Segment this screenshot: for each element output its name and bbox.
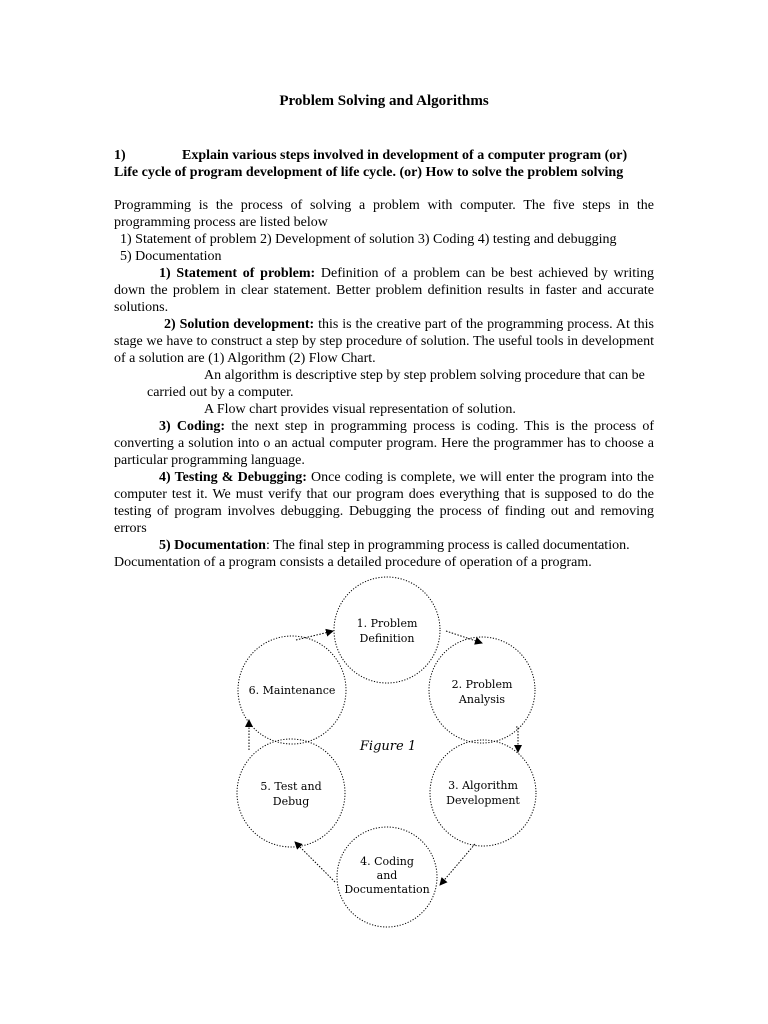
section-heading: 5) Documentation bbox=[159, 538, 266, 553]
arrow-algorithm-to-coding bbox=[440, 844, 475, 885]
sub-point-text: An algorithm is descriptive step by step problem solving procedure that can be carried out by a computer. bbox=[147, 368, 645, 400]
node-label-line: Debug bbox=[272, 795, 310, 808]
node-label-line: Definition bbox=[359, 632, 415, 645]
cycle-node-problem-definition bbox=[334, 577, 440, 683]
section-heading: 2) Solution development: bbox=[164, 317, 315, 332]
section-text: the next step in programming process is coding. This is the process of converting a solution into o an actual computer program. Here the programmer has to choose a particular programming language. bbox=[114, 419, 654, 468]
section-heading: 3) Coding: bbox=[159, 419, 226, 434]
node-label-line: Documentation bbox=[344, 883, 430, 896]
node-label-line: 2. Problem bbox=[451, 678, 513, 691]
section-text: Once coding is complete, we will enter the program into the computer test it. We must verify that our program does everything that is supposed to do the testing of program involves debugging. Debugging the process of finding out and removing errors bbox=[114, 470, 655, 536]
section-text: : The final step in programming process is called documentation. Documentation of a program consists a detailed procedure of operation of a program. bbox=[114, 538, 630, 570]
steps-list-line-2: 5) Documentation bbox=[120, 249, 222, 264]
intro-paragraph: Programming is the process of solving a problem with computer. The five steps in the programming process are listed below bbox=[114, 198, 654, 230]
section-text: this is the creative part of the programming process. At this stage we have to construct a step by step procedure of solution. The useful tools in development of a solution are (1) Algorithm (2) Flow Chart. bbox=[114, 317, 654, 366]
question-text: Explain various steps involved in development of a computer program (or) Life cycle of program development of life cycle. (or) How to solve the problem solving bbox=[114, 148, 628, 180]
cycle-node-algorithm-development bbox=[430, 740, 536, 846]
steps-list-line-1: 1) Statement of problem 2) Development of solution 3) Coding 4) testing and debugging bbox=[120, 232, 617, 247]
question-number: 1) bbox=[114, 148, 126, 163]
figure-caption: Figure 1 bbox=[359, 739, 417, 754]
cycle-node-maintenance bbox=[238, 636, 346, 744]
node-label-line: 6. Maintenance bbox=[248, 684, 336, 697]
sub-point-text: A Flow chart provides visual representation of solution. bbox=[204, 402, 516, 417]
arrow-coding-to-test bbox=[295, 842, 335, 882]
cycle-node-problem-analysis bbox=[429, 637, 535, 743]
node-label-line: 1. Problem bbox=[356, 617, 418, 630]
node-label-line: Development bbox=[446, 794, 520, 807]
node-label-line: 4. Coding bbox=[360, 855, 414, 868]
section-heading: 1) Statement of problem: bbox=[159, 266, 316, 281]
section-heading: 4) Testing & Debugging: bbox=[159, 470, 307, 485]
arrow-maintenance-to-definition bbox=[296, 631, 333, 640]
node-label-line: and bbox=[376, 869, 398, 882]
page-title: Problem Solving and Algorithms bbox=[279, 93, 489, 109]
cycle-node-test-debug bbox=[237, 739, 345, 847]
section-text: Definition of a problem can be best achieved by writing down the problem in clear statement. Better problem definition results in faster and accurate solutions. bbox=[114, 266, 654, 315]
arrow-analysis-to-algorithm bbox=[516, 727, 518, 752]
cycle-node-coding-documentation bbox=[337, 827, 437, 927]
node-label-line: 3. Algorithm bbox=[448, 779, 518, 792]
node-label-line: 5. Test and bbox=[260, 780, 322, 793]
node-label-line: Analysis bbox=[458, 693, 506, 706]
